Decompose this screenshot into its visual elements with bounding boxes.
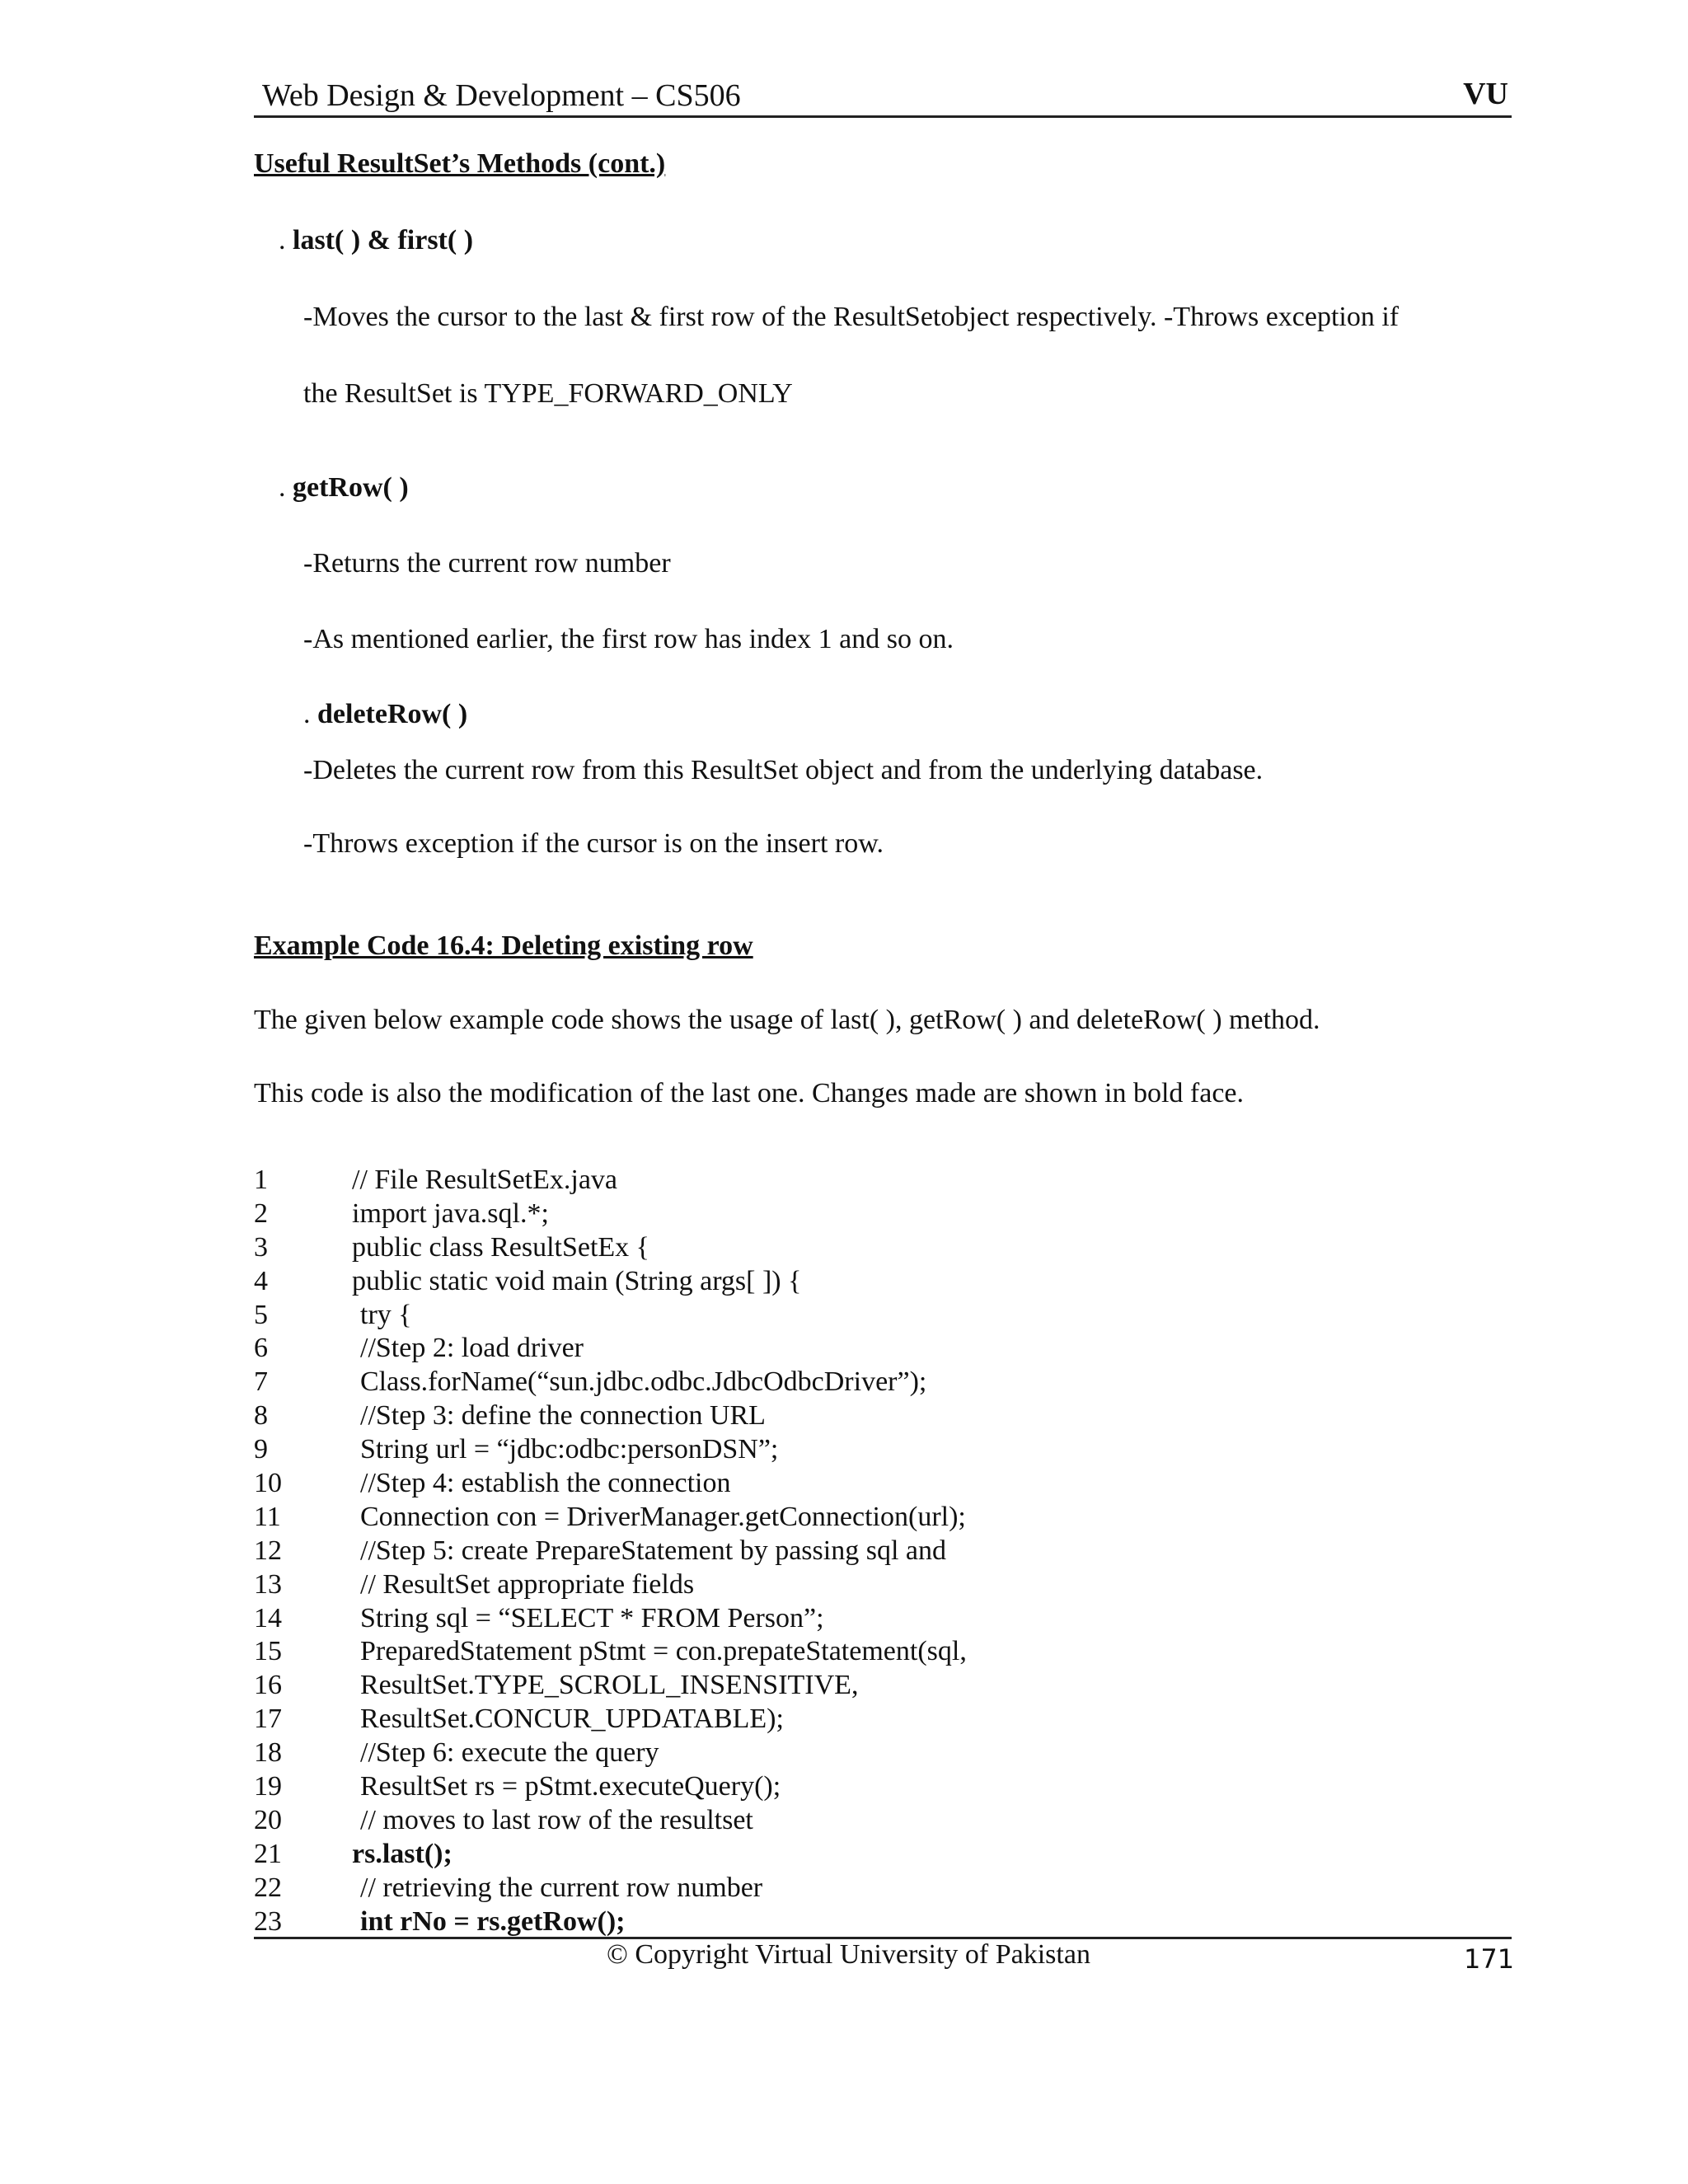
section-heading-example-code: Example Code 16.4: Deleting existing row [254,930,753,961]
university-mark: VU [1463,77,1508,111]
bullet-dot: . [279,225,293,255]
code-text: String url = “jdbc:odbc:personDSN”; [360,1434,779,1465]
line-number: 12 [254,1535,282,1566]
line-number: 10 [254,1468,282,1499]
code-text: String sql = “SELECT * FROM Person”; [360,1602,824,1633]
copyright-notice: © Copyright Virtual University of Pakistan [607,1939,1090,1970]
page-header [254,73,1512,118]
line-number: 11 [254,1501,281,1532]
line-number: 8 [254,1400,268,1432]
code-text: int rNo = rs.getRow(); [360,1905,626,1937]
page-number: 171 [1464,1943,1515,1975]
line-number: 7 [254,1366,268,1398]
code-text: //Step 4: establish the connection [360,1468,731,1499]
method-name: last( ) & first( ) [293,225,474,255]
line-number: 4 [254,1265,268,1296]
line-number: 19 [254,1771,282,1802]
line-number: 15 [254,1636,282,1667]
method-description-line: -As mentioned earlier, the first row has index 1 and so on. [303,624,954,654]
line-number: 23 [254,1905,282,1937]
method-description-line: -Moves the cursor to the last & first row of the ResultSetobject respectively. -Throws exception if [303,302,1400,332]
code-text: // ResultSet appropriate fields [360,1568,695,1600]
code-text: public static void main (String args[ ]) { [352,1265,802,1296]
method-last-first [279,225,473,256]
code-text: //Step 2: load driver [360,1333,584,1364]
method-description-line: -Throws exception if the cursor is on the insert row. [303,828,884,859]
code-text: // retrieving the current row number [360,1872,763,1903]
section-heading-resultset-methods: Useful ResultSet’s Methods (cont.) [254,148,666,179]
line-number: 21 [254,1838,282,1869]
course-title: Web Design & Development – CS506 [262,78,741,113]
code-text: Connection con = DriverManager.getConnection(url); [360,1501,966,1532]
code-text: try { [360,1299,412,1330]
method-description-line: the ResultSet is TYPE_FORWARD_ONLY [303,378,793,409]
method-name: deleteRow( ) [317,699,468,729]
code-text: // File ResultSetEx.java [352,1165,618,1195]
line-number: 2 [254,1197,268,1229]
method-description-line: -Returns the current row number [303,548,671,579]
line-number: 20 [254,1804,282,1835]
code-text: //Step 6: execute the query [360,1737,659,1769]
code-text: //Step 5: create PrepareStatement by passing sql and [360,1535,946,1566]
code-text: ResultSet.CONCUR_UPDATABLE); [360,1704,784,1735]
line-number: 3 [254,1231,268,1263]
code-text: // moves to last row of the resultset [360,1804,753,1835]
example-paragraph: The given below example code shows the usage of last( ), getRow( ) and deleteRow( ) method. [254,1005,1320,1035]
code-text: import java.sql.*; [352,1197,549,1229]
code-text: PreparedStatement pStmt = con.prepateStatement(sql, [360,1636,967,1667]
line-number: 9 [254,1434,268,1465]
code-text: //Step 3: define the connection URL [360,1400,766,1432]
method-deleterow [303,699,467,730]
line-number: 1 [254,1165,268,1195]
line-number: 18 [254,1737,282,1769]
method-name: getRow( ) [293,472,409,503]
code-text: Class.forName(“sun.jdbc.odbc.JdbcOdbcDriver”); [360,1366,927,1398]
code-text: ResultSet.TYPE_SCROLL_INSENSITIVE, [360,1670,859,1701]
line-number: 14 [254,1602,282,1633]
example-paragraph: This code is also the modification of the last one. Changes made are shown in bold face. [254,1078,1245,1108]
code-text: rs.last(); [352,1838,452,1869]
line-number: 5 [254,1299,268,1330]
bullet-dot: . [279,472,293,503]
line-number: 13 [254,1568,282,1600]
line-number: 6 [254,1333,268,1364]
line-number: 17 [254,1704,282,1735]
line-number: 16 [254,1670,282,1701]
method-getrow [279,472,409,504]
method-description-line: -Deletes the current row from this ResultSet object and from the underlying database. [303,755,1264,785]
bullet-dot: . [303,699,317,729]
line-number: 22 [254,1872,282,1903]
code-text: public class ResultSetEx { [352,1231,650,1263]
code-text: ResultSet rs = pStmt.executeQuery(); [360,1771,781,1802]
